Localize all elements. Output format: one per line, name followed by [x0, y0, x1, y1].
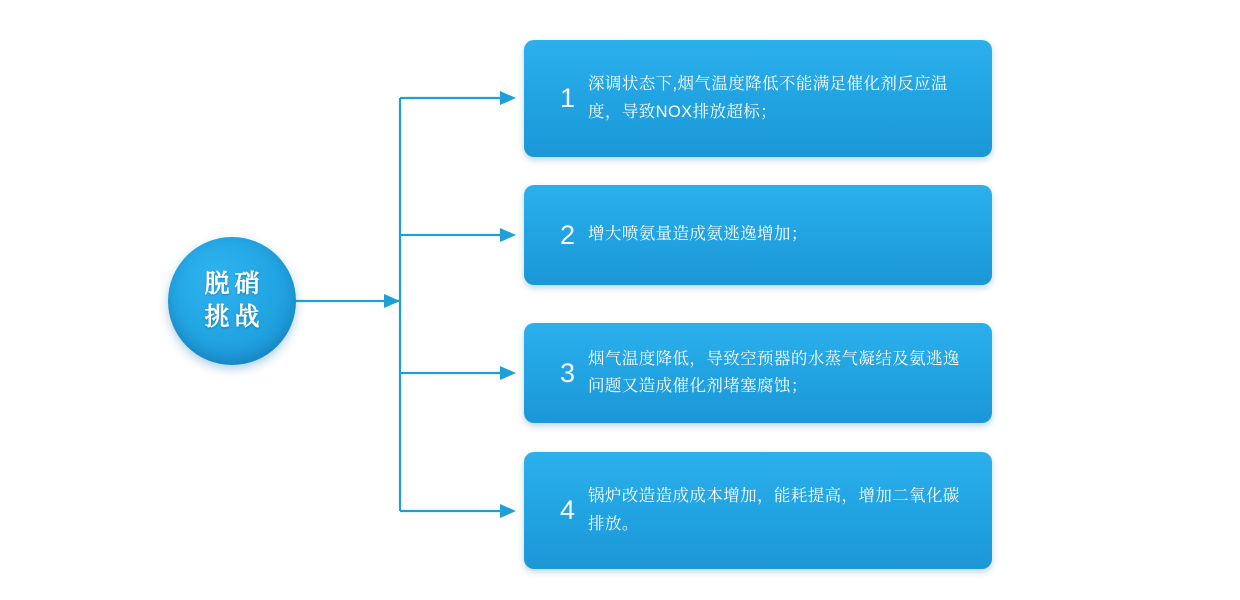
card-text: 烟气温度降低，导致空预器的水蒸气凝结及氨逃逸问题又造成催化剂堵塞腐蚀；	[588, 349, 960, 395]
hub-label-line1: 脱硝	[204, 270, 265, 298]
hub-label-line2: 挑战	[204, 303, 265, 331]
card-text: 锅炉改造造成成本增加，能耗提高，增加二氧化碳排放。	[588, 487, 960, 533]
card-number: 3	[560, 357, 576, 388]
hub-node	[168, 237, 296, 365]
challenge-card[interactable]	[524, 452, 992, 569]
card-number: 1	[560, 83, 576, 113]
card-number: 4	[560, 495, 576, 525]
challenge-card[interactable]	[524, 185, 992, 285]
card-text: 深调状态下,烟气温度降低不能满足催化剂反应温度，导致NOX排放超标；	[588, 75, 948, 121]
challenge-card[interactable]	[524, 323, 992, 423]
card-text: 增大喷氨量造成氨逃逸增加；	[588, 225, 808, 244]
card-number: 2	[560, 219, 576, 250]
challenge-card[interactable]	[524, 40, 992, 157]
